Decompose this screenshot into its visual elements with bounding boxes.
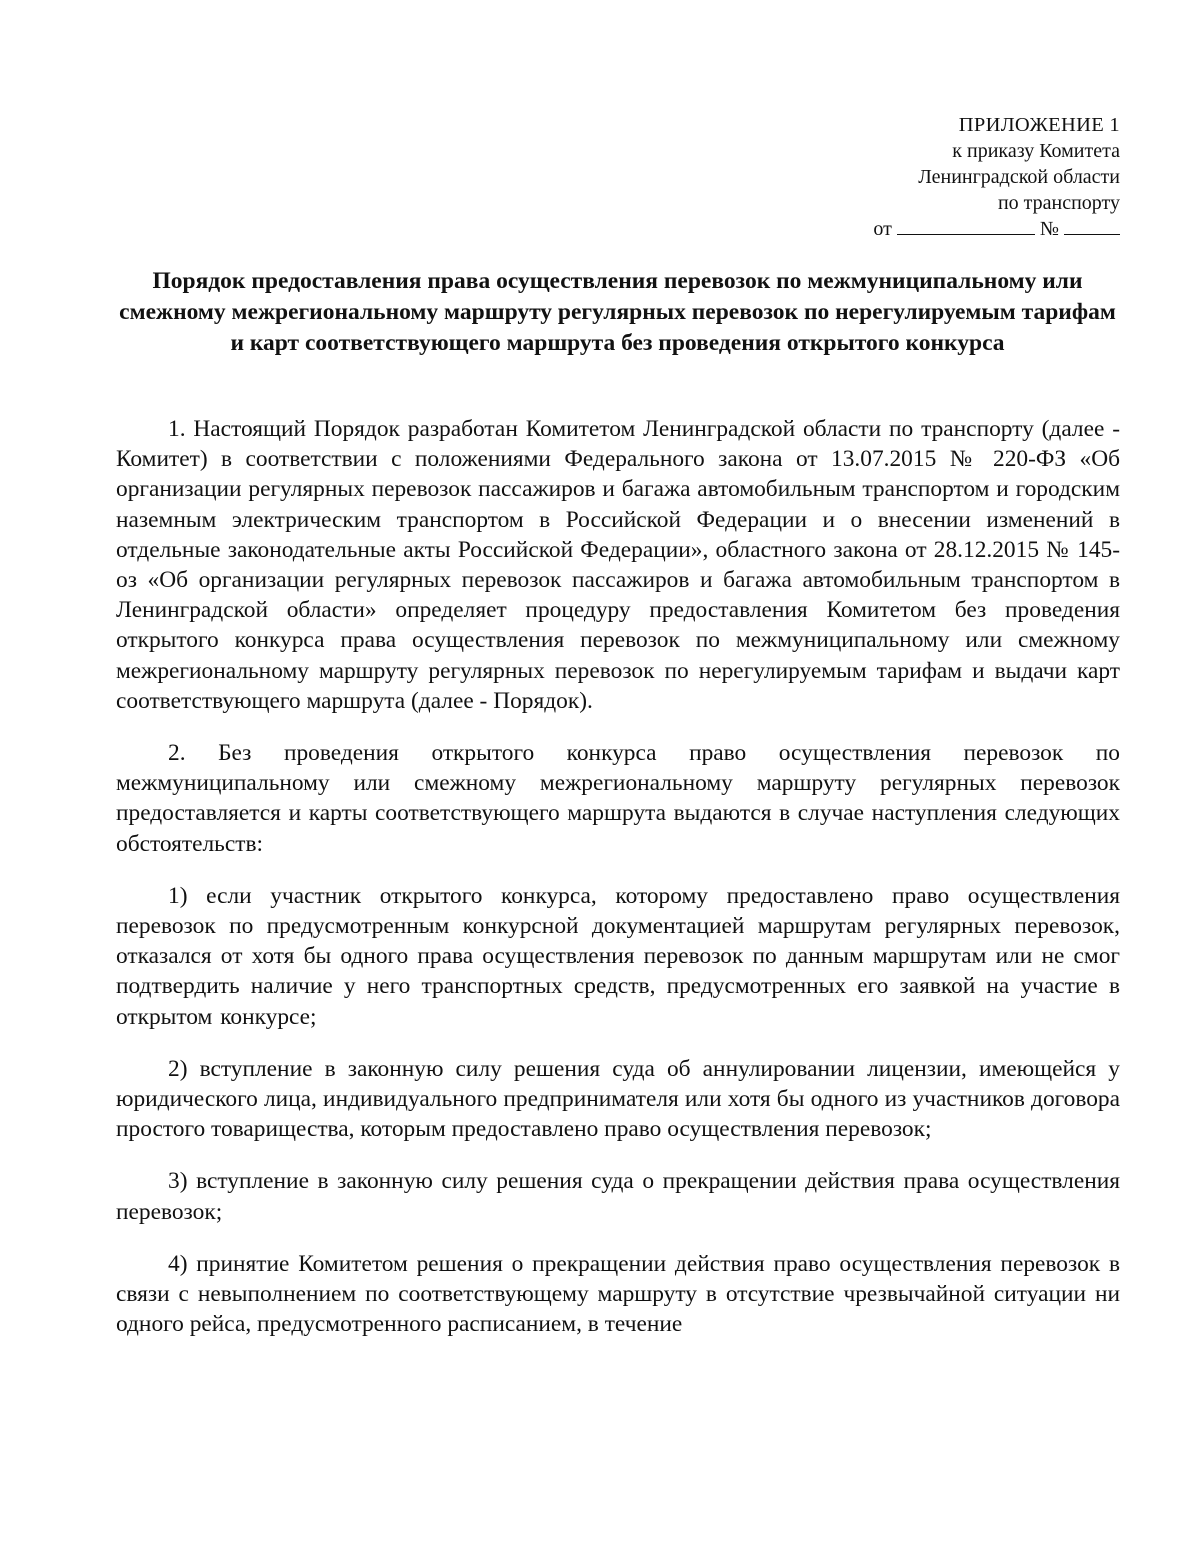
paragraph-2-item-1: 1) если участник открытого конкурса, которому предоставлено право осуществления перевозок по предусмотренным конкурсной документацией маршрутам регулярных перевозок, отказался от хотя бы одного права осуществления перевозок по данным маршрутам или не смог подтвердить наличие у него транспортных средств, предусмотренных его заявкой на участие в открытом конкурсе;: [116, 882, 1120, 1030]
appendix-header: [873, 112, 1120, 242]
paragraph-2-item-3: 3) вступление в законную силу решения суда о прекращении действия права осуществления перевозок;: [116, 1168, 1120, 1225]
number-sign: №: [1039, 218, 1059, 240]
appendix-date-line: [873, 216, 1120, 242]
document-title: Порядок предоставления права осуществления перевозок по межмуниципальному или смежному межрегиональному маршруту регулярных перевозок по нерегулируемым тарифам и карт соответствующего маршрута без проведения открытого конкурса: [119, 268, 1116, 356]
appendix-label: ПРИЛОЖЕНИЕ 1: [958, 114, 1120, 136]
date-prefix: от: [873, 218, 892, 240]
date-blank: [897, 216, 1035, 235]
paragraph-2: 2. Без проведения открытого конкурса право осуществления перевозок по межмуниципальному или смежному межрегиональному маршруту регулярных перевозок предоставляется и карты соответствующего маршрута выдаются в случае наступления следующих обстоятельств:: [116, 740, 1120, 857]
document-body: [116, 414, 1120, 1361]
number-blank: [1064, 216, 1120, 235]
appendix-line-committee: по транспорту: [997, 192, 1120, 214]
paragraph-2-item-2: 2) вступление в законную силу решения суда об аннулировании лицензии, имеющейся у юридического лица, индивидуального предпринимателя или хотя бы одного из участников договора простого товарищества, которым предоставлено право осуществления перевозок;: [116, 1055, 1120, 1143]
paragraph-1: 1. Настоящий Порядок разработан Комитетом Ленинградской области по транспорту (далее - Комитет) в соответствии с положениями Федерального закона от 13.07.2015 № 220-ФЗ «Об организации регулярных перевозок пассажиров и багажа автомобильным транспортом и городским наземным электрическим транспортом в Российской Федерации и о внесении изменений в отдельные законодательные акты Российской Федерации», областного закона от 28.12.2015 № 145-оз «Об организации регулярных перевозок пассажиров и багажа автомобильным транспортом в Ленинградской области» определяет процедуру предоставления Комитетом без проведения открытого конкурса права осуществления перевозок по межмуниципальному или смежному межрегиональному маршруту регулярных перевозок по нерегулируемым тарифам и выдачи карт соответствующего маршрута (далее - Порядок).: [116, 416, 1120, 714]
paragraph-2-item-4: 4) принятие Комитетом решения о прекращении действия право осуществления перевозок в связи с невыполнением по соответствующему маршруту в отсутствие чрезвычайной ситуации ни одного рейса, предусмотренного расписанием, в течение: [116, 1250, 1120, 1338]
appendix-line-order: к приказу Комитета: [952, 140, 1120, 162]
appendix-line-region: Ленинградской области: [918, 166, 1120, 188]
